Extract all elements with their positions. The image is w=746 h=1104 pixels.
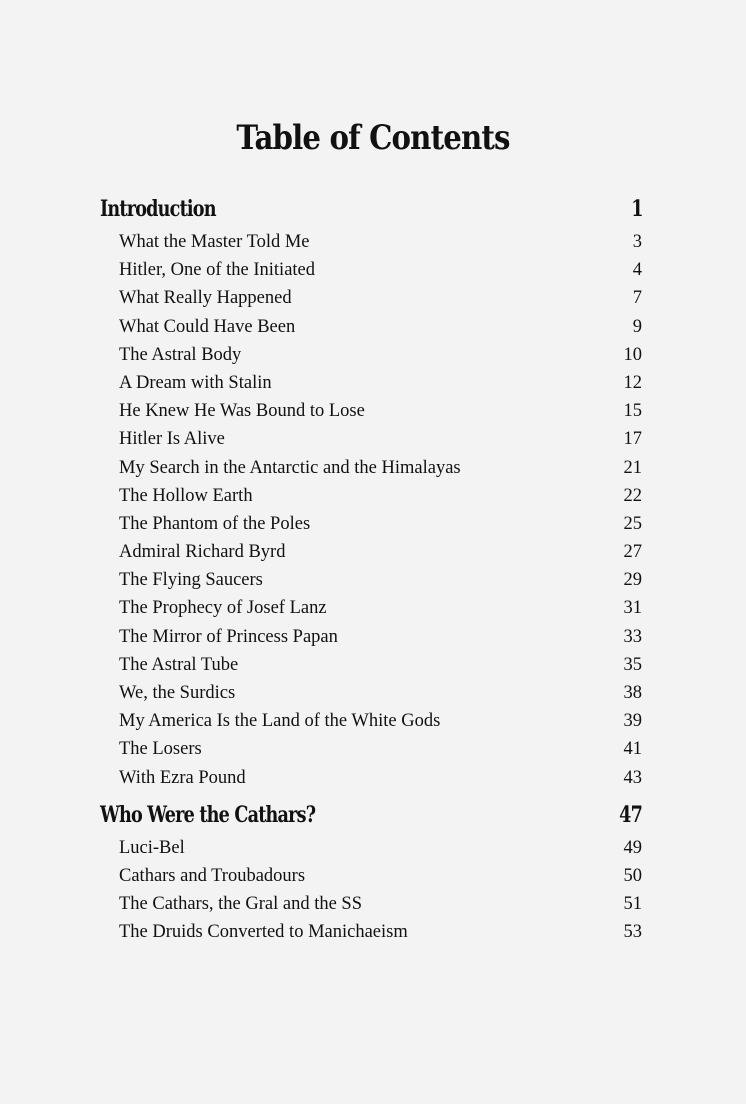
section-page-number: 47 — [619, 801, 643, 828]
toc-entry[interactable] — [119, 284, 644, 312]
section-page-number: 1 — [630, 196, 643, 222]
toc-entry[interactable] — [119, 482, 644, 510]
entry-page-number: 38 — [623, 683, 642, 703]
entry-title: Hitler, One of the Initiated — [119, 260, 316, 281]
entry-page-number: 51 — [623, 894, 642, 915]
entry-page-number: 12 — [623, 372, 642, 393]
entry-title: The Phantom of the Poles — [119, 513, 311, 534]
toc-entry[interactable] — [119, 566, 644, 594]
entry-title: The Hollow Earth — [119, 485, 253, 506]
entry-title: The Flying Saucers — [119, 570, 263, 591]
toc-entry[interactable] — [119, 679, 644, 707]
entry-page-number: 15 — [623, 401, 642, 422]
toc-entry[interactable] — [119, 256, 644, 284]
entry-title: The Mirror of Princess Papan — [119, 626, 338, 647]
toc-entry[interactable] — [119, 341, 644, 369]
entry-title: The Druids Converted to Manichaeism — [119, 922, 408, 943]
entry-page-number: 49 — [623, 837, 642, 858]
entry-page-number: 7 — [632, 288, 642, 309]
toc-entry[interactable] — [119, 735, 644, 763]
entry-title: The Losers — [119, 739, 202, 760]
entry-page-number: 29 — [623, 570, 642, 591]
toc-entry[interactable] — [119, 651, 644, 679]
entry-title: Admiral Richard Byrd — [119, 542, 286, 563]
toc-entry[interactable] — [119, 397, 644, 425]
section-heading-label: Who Were the Cathars? — [100, 801, 316, 828]
entry-title: The Cathars, the Gral and the SS — [119, 894, 363, 915]
entry-title: The Astral Body — [119, 344, 242, 365]
entry-page-number: 10 — [623, 344, 642, 365]
toc-entry[interactable] — [119, 369, 644, 397]
entry-title: Hitler Is Alive — [119, 429, 225, 450]
entry-page-number: 4 — [632, 260, 642, 281]
section-heading[interactable] — [100, 796, 644, 834]
entry-title: My Search in the Antarctic and the Himalayas — [119, 457, 461, 478]
toc-section — [100, 796, 644, 947]
entry-title: Luci-Bel — [119, 837, 185, 858]
entry-title: My America Is the Land of the White Gods — [119, 711, 441, 732]
entry-title: What Could Have Been — [119, 316, 296, 337]
entry-page-number: 50 — [623, 865, 642, 886]
entry-list — [100, 228, 644, 792]
toc-entry[interactable] — [119, 623, 644, 651]
entry-page-number: 9 — [632, 316, 642, 337]
toc-entry[interactable] — [119, 594, 644, 622]
entry-title: We, the Surdics — [119, 683, 236, 703]
toc-section — [100, 190, 644, 792]
toc-entry[interactable] — [119, 764, 644, 792]
table-of-contents — [100, 190, 644, 947]
page-title: Table of Contents — [236, 118, 510, 158]
entry-title: With Ezra Pound — [119, 767, 246, 788]
entry-page-number: 41 — [623, 739, 642, 760]
entry-page-number: 31 — [623, 598, 642, 619]
entry-page-number: 43 — [623, 767, 642, 788]
entry-page-number: 3 — [632, 232, 642, 252]
entry-title: The Astral Tube — [119, 654, 239, 675]
entry-page-number: 39 — [623, 711, 642, 732]
entry-page-number: 33 — [623, 626, 642, 647]
entry-page-number: 53 — [623, 922, 642, 943]
entry-page-number: 27 — [623, 542, 642, 563]
section-heading[interactable] — [100, 190, 644, 228]
toc-entry[interactable] — [119, 834, 644, 862]
toc-entry[interactable] — [119, 510, 644, 538]
entry-page-number: 22 — [623, 485, 642, 506]
entry-page-number: 17 — [623, 429, 642, 450]
entry-title: The Prophecy of Josef Lanz — [119, 598, 327, 619]
entry-title: He Knew He Was Bound to Lose — [119, 401, 365, 422]
toc-entry[interactable] — [119, 228, 644, 256]
toc-entry[interactable] — [119, 425, 644, 453]
toc-entry[interactable] — [119, 918, 644, 946]
entry-page-number: 21 — [623, 457, 642, 478]
toc-entry[interactable] — [119, 707, 644, 735]
entry-list — [100, 834, 644, 947]
toc-entry[interactable] — [119, 862, 644, 890]
entry-title: Cathars and Troubadours — [119, 865, 306, 886]
entry-page-number: 35 — [623, 654, 642, 675]
toc-entry[interactable] — [119, 313, 644, 341]
toc-entry[interactable] — [119, 890, 644, 918]
entry-page-number: 25 — [623, 513, 642, 534]
entry-title: A Dream with Stalin — [119, 372, 272, 393]
entry-title: What the Master Told Me — [119, 232, 310, 252]
section-heading-label: Introduction — [100, 196, 216, 222]
toc-entry[interactable] — [119, 538, 644, 566]
toc-entry[interactable] — [119, 454, 644, 482]
entry-title: What Really Happened — [119, 288, 292, 309]
